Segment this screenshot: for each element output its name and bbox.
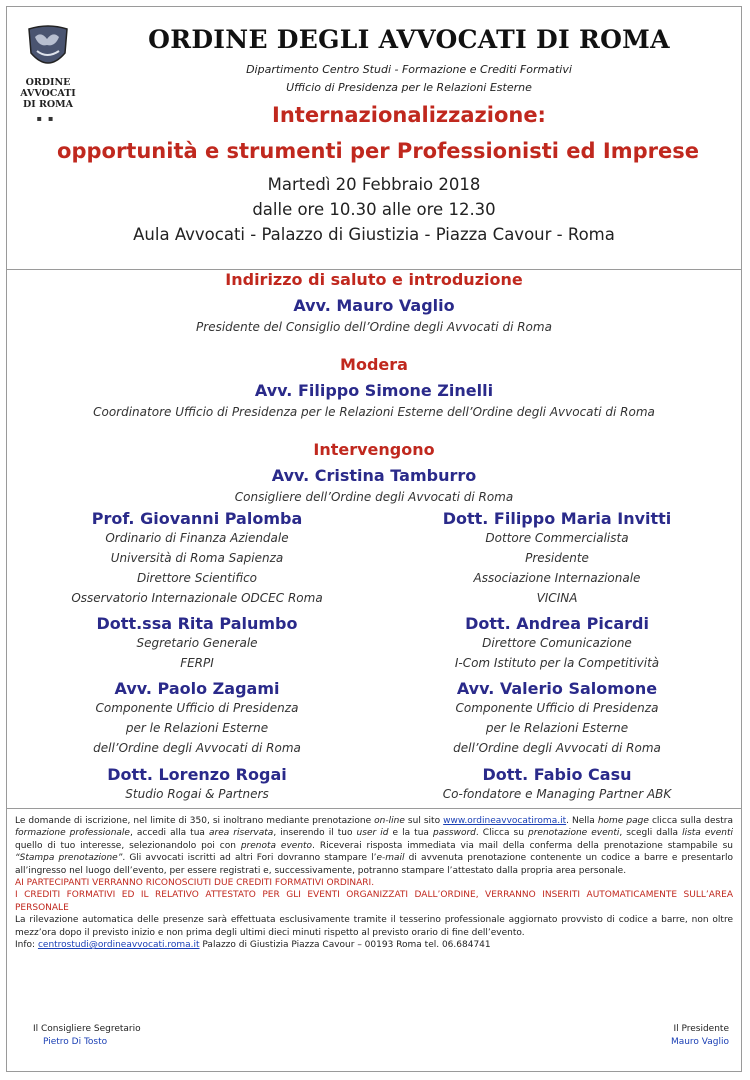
speaker-role: dell’Ordine degli Avvocati di Roma [93, 741, 301, 755]
speaker-name: Avv. Valerio Salomone [456, 679, 658, 698]
page-title: ORDINE DEGLI AVVOCATI DI ROMA [148, 25, 670, 54]
speaker-left-2 [17, 614, 377, 673]
speaker-right-1 [377, 509, 737, 608]
speaker-role: I-Com Istituto per la Competitività [454, 656, 660, 670]
speaker-right-3 [377, 679, 737, 758]
logo-dots: ▪▪ [36, 114, 60, 123]
flyer-page [6, 6, 742, 1072]
logo-line-3: DI ROMA [22, 99, 74, 110]
event-date: Martedì 20 Febbraio 2018 [267, 175, 481, 194]
speaker-name: Dott. Lorenzo Rogai [107, 765, 287, 784]
speaker-right-4 [377, 765, 737, 804]
speaker-role: Associazione Internazionale [473, 571, 641, 585]
president-title: Il Presidente [673, 1024, 729, 1034]
speaker-role: per le Relazioni Esterne [485, 721, 629, 735]
speaker-left-3 [17, 679, 377, 758]
speaker-role: dell’Ordine degli Avvocati di Roma [453, 741, 661, 755]
event-place: Aula Avvocati - Palazzo di Giustizia - Piazza Cavour - Roma [133, 225, 615, 244]
moderator-heading: Modera [340, 355, 408, 374]
main-speaker-role: Consigliere dell’Ordine degli Avvocati di Roma [234, 490, 514, 504]
credits-notice-2: I CREDITI FORMATIVI ED IL RELATIVO ATTESTATO PER GLI EVENTI ORGANIZZATI DALL’ORDINE, VERRANNO INSERITI AUTOMATICAMENTE SULL’AREA PERSONALE [15, 890, 733, 913]
secretary-name: Pietro Di Tosto [43, 1037, 108, 1047]
speaker-role: Osservatorio Internazionale ODCEC Roma [71, 591, 323, 605]
speaker-role: Direttore Comunicazione [482, 636, 632, 650]
speaker-role: per le Relazioni Esterne [125, 721, 269, 735]
speakers-heading: Intervengono [313, 440, 435, 459]
speaker-name: Avv. Paolo Zagami [114, 679, 280, 698]
registration-info [7, 808, 741, 951]
registration-paragraph: Le domande di iscrizione, nel limite di 350, si inoltrano mediante prenotazione on-line sul sito www.ordineavvocatiroma.it. Nella home page clicca sulla destra formazione professionale, accedi alla tua area riservata, inserendo il tuo user id e la tua password. Clicca su prenotazione eventi, scegli dalla lista eventi quello di tuo interesse, selezionandolo poi con prenota evento. Riceverai risposta immediata via mail della conferma della prenotazione stampabile su “Stampa prenotazione”. Gli avvocati iscritti ad altri Fori dovranno stampare l’e-mail di avvenuta prenotazione contenente un codice a barre e presentarlo all’ingresso nel luogo dell’evento, per essere registrati e, successivamente, potranno stampare l’attestato dalla propria area personale. [15, 816, 733, 876]
speaker-role: Presidente [525, 551, 589, 565]
speaker-name: Dott. Fabio Casu [482, 765, 632, 784]
speaker-left-4 [17, 765, 377, 804]
secretary-signature [33, 1023, 141, 1049]
speaker-name: Dott. Filippo Maria Invitti [442, 509, 672, 528]
speaker-role: Dottore Commercialista [485, 531, 629, 545]
office-line: Ufficio di Presidenza per le Relazioni Esterne [286, 81, 532, 94]
speaker-role: Università di Roma Sapienza [110, 551, 284, 565]
greeting-role: Presidente del Consiglio dell’Ordine degli Avvocati di Roma [196, 320, 552, 334]
info-line: Info: centrostudi@ordineavvocati.roma.it Palazzo di Giustizia Piazza Cavour – 00193 Roma tel. 06.684741 [15, 940, 491, 951]
speaker-left-1 [17, 509, 377, 608]
speaker-role: Studio Rogai & Partners [125, 787, 269, 801]
header-section [7, 7, 741, 270]
department-line: Dipartimento Centro Studi - Formazione e Crediti Formativi [246, 63, 572, 76]
greeting-name: Avv. Mauro Vaglio [293, 296, 455, 315]
speaker-name: Dott.ssa Rita Palumbo [96, 614, 298, 633]
speaker-role: FERPI [180, 656, 214, 670]
speaker-name: Prof. Giovanni Palomba [91, 509, 303, 528]
logo-line-2: AVVOCATI [20, 88, 76, 99]
speaker-role: Segretario Generale [136, 636, 258, 650]
speaker-role: Ordinario di Finanza Aziendale [105, 531, 289, 545]
speaker-role: Direttore Scientifico [136, 571, 258, 585]
credits-notice-1: AI PARTECIPANTI VERRANNO RICONOSCIUTI DUE CREDITI FORMATIVI ORDINARI. [15, 878, 375, 889]
main-speaker-name: Avv. Cristina Tamburro [271, 466, 477, 485]
speaker-role: Componente Ufficio di Presidenza [95, 701, 299, 715]
speaker-role: Co-fondatore e Managing Partner ABK [442, 787, 672, 801]
event-title-line-1: Internazionalizzazione: [272, 103, 546, 127]
website-link[interactable]: www.ordineavvocatiroma.it [443, 816, 567, 826]
speaker-right-2 [377, 614, 737, 673]
president-name: Mauro Vaglio [670, 1037, 729, 1047]
moderator-role: Coordinatore Ufficio di Presidenza per le Relazioni Esterne dell’Ordine degli Avvocati di Roma [93, 405, 655, 419]
email-link[interactable]: centrostudi@ordineavvocati.roma.it [37, 940, 200, 951]
logo-line-1: ORDINE [25, 77, 71, 88]
speaker-role: Componente Ufficio di Presidenza [455, 701, 659, 715]
speaker-role: VICINA [536, 591, 578, 605]
president-signature [671, 1023, 729, 1049]
moderator-name: Avv. Filippo Simone Zinelli [254, 381, 494, 400]
greeting-heading: Indirizzo di saluto e introduzione [225, 270, 523, 289]
attendance-paragraph: La rilevazione automatica delle presenze sarà effettuata esclusivamente tramite il tesserino professionale aggiornato provvisto di codice a barre, non oltre mezz’ora dopo il previsto inizio e non prima degli ultimi dieci minuti rispetto al previsto orario di fine dell’evento. [15, 915, 733, 938]
speaker-name: Dott. Andrea Picardi [465, 614, 649, 633]
event-time: dalle ore 10.30 alle ore 12.30 [252, 200, 496, 219]
secretary-title: Il Consigliere Segretario [33, 1024, 141, 1034]
event-title-line-2: opportunità e strumenti per Professionisti ed Imprese [57, 139, 699, 163]
